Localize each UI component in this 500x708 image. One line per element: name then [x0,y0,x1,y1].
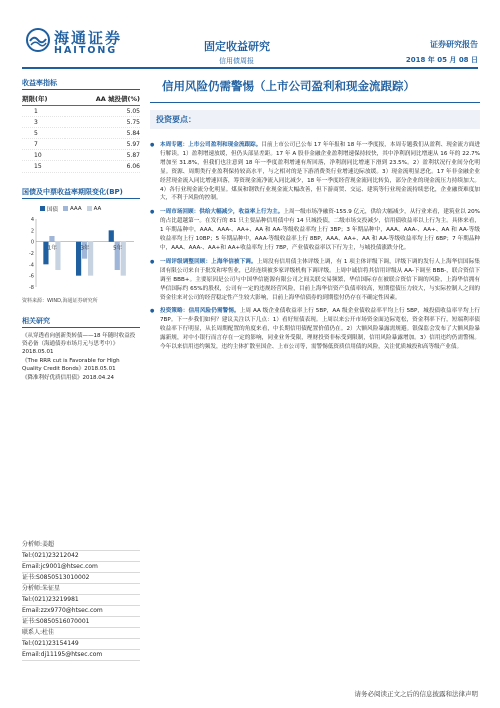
page-title: 信用风险仍需警惕（上市公司盈利和现金流跟踪） [162,79,415,93]
key-point-4 [150,307,480,352]
y-tick-label: -6 [29,273,34,280]
y-tick-label: -4 [29,261,34,268]
analyst-line[interactable]: Email:zzx9770@htsec.com [22,606,140,617]
table-cell: 5.84 [65,128,140,139]
legend-label: AA [93,205,102,212]
table-cell: 3 [22,117,65,128]
main-content [150,78,480,357]
key-point-lead: 投资策略：信用风险仍需警惕。 [160,308,240,315]
analyst-line: 证书:S0850516070001 [22,617,140,628]
analyst-line[interactable]: Email:dj11195@htsec.com [22,650,140,661]
key-point-text: 上周 AA 级企业债收益率上行 5BP，AA 级企业债收益率平均上行 5BP，城投债收益率平均上行 7BP。下一步我们如何？建议关注以下几点：1）看好短债表现。上周以来公开市场资金面边际宽松，资金利率下行，短端利率债收益率下行明显，从长周期配置的角度来看，中长期信用债配置价值仍在。2）大额风险暴露需规避。银保监会发布了大额风险暴露新规，对中小银行而言存在一定的影响，同业业务受限，理财投资非标受到限制，信用风险暴露增加。3）信用违约仍需警惕。今年以来信用违约频发，违约主体扩散至国企、上市公司等，需警惕低资质信用债的风险，关注优质城投和高等级产业债。 [160,308,480,351]
yield-table [22,93,140,173]
related-research [22,316,140,382]
key-points-box [150,110,480,129]
key-point-1 [150,141,480,203]
table-cell: 1 [22,106,65,117]
legend-swatch-2 [87,206,92,211]
yield-table-header-term: 期限(年) [22,93,65,106]
key-point-lead: 一周评级调整回顾：上海华信被下调。 [160,258,257,265]
table-cell: 7 [22,139,65,150]
haitong-logo-icon [26,28,50,52]
table-cell: 5 [22,128,65,139]
analyst-line[interactable]: Email:jc9001@htsec.com [22,562,140,573]
key-point-3 [150,258,480,303]
chart-legend [40,205,140,213]
legend-item [63,205,82,213]
page-footer: 请务必阅读正文之后的信息披露和法律声明 [354,690,478,698]
report-header [0,0,500,64]
report-subcategory: 信用债周报 [219,57,254,65]
table-cell: 10 [22,150,65,161]
legend-item [87,205,102,213]
analyst-line: 联系人:杜佳 [22,628,140,639]
yield-change-chart [22,187,140,304]
table-row [22,150,140,161]
related-list [22,332,140,382]
bar-chart [22,215,140,295]
related-title: 相关研究 [22,316,140,328]
yield-table-header-rate: AA 城投债(%) [65,93,140,106]
y-tick-label: 2 [30,227,34,234]
key-points-title: 投资要点： [156,115,196,124]
legend-swatch-1 [63,206,68,211]
analyst-line: 分析师:姜超 [22,540,140,551]
header-divider [22,67,478,69]
table-row [22,161,140,172]
legend-item [40,205,58,213]
logo-english: HAITONG [54,45,118,56]
table-cell: 5.05 [65,106,140,117]
bar [49,236,54,242]
key-point-2 [150,208,480,253]
chart-source: 资料来源：WIND,海通证券研究所 [22,297,98,304]
table-row [22,106,140,117]
legend-label: 国债 [47,206,59,213]
analyst-line: 证书:S0850513010002 [22,573,140,584]
key-point-text: 上周没有信用债主体评级上调，有 1 项主体评级下调，评级下调的发行人上海华信国际集团有限公司来自于批发和零售业，已经连续被多家评级机构下调评级。上周中诚信将其信用评级从 AA-下调至 BBB-，联合资信下调至 BBB+。主要原因是公司与中国华信能源有限公司之间关联交易频繁，华信国际存在被联合资信下调的风险，上海华信拥有华信国际约 65%的股权，公司有一定的违规经营风险，目前上海华信资产负债率较高，短期偿债压力较大，与实际控制人之间的资金往来对公司的经营稳定性产生较大影响，目前上海华信债券的到期偿付仍存在不确定性因素。 [160,258,480,301]
key-point-text: 目前上市公司已公布 17 年年报和 18 年一季度报，本周专题我们从盈利、现金流方面进行解读。1）盈利增速放缓，但仍头部显差距。17 年 A 股非金融企业盈利增速保持较快，其中净利润同比增速从 16 年的 22.7%增加至 31.8%，但我们也注意到 18 年一季度盈利增速有所回落，净利润同比增速下滑到 23.5%。2）盈利状况行业间分化明显。资源、周期类行业盈利保持较高水平，与之相对的是下游消费类行业增速边际放缓。3）现金流明显恶化。17 年非金融企业经营现金流入同比增速回落，筹资现金流净流入同比减少，18 年一季度经营现金流同比转负，部分企业的现金流压力持续加大。4）各行业现金流分化明显。煤炭和钢铁行业现金流大幅改善，但下游商贸、交运、建筑等行业现金流持续恶化，企业融资难度加大，不利于风险的控制。 [160,142,480,202]
table-cell: 5.75 [65,117,140,128]
sidebar [22,78,140,382]
legend-label: AAA [70,205,82,212]
analyst-line: 分析师:朱征星 [22,584,140,595]
related-item[interactable]: 《降准利好优质信用债》2018.04.24 [22,374,114,381]
key-point-lead: 一周市场回顾：供给大幅减少，收益率上行为主。 [160,209,284,216]
x-tick-label: 5年 [113,245,123,252]
table-cell: 5.87 [65,150,140,161]
table-row [22,128,140,139]
chart-title: 国债及中票收益率期限变化(BP) [22,187,140,199]
bar [109,230,114,241]
y-tick-label: -8 [29,284,34,291]
report-date: 2018 年 05 月 08 日 [405,56,478,64]
title-divider [150,102,480,103]
x-tick-label: 1年 [47,245,57,252]
analyst-info [22,540,140,661]
table-cell: 6.06 [65,161,140,172]
table-row [22,139,140,150]
x-tick-label: 3年 [80,245,90,252]
table-cell: 5.97 [65,139,140,150]
yield-table-title: 收益率指标 [22,78,140,90]
related-item[interactable]: 《The RRR cut is Favorable for High Quality Credit Bonds》2018.05.01 [22,357,120,373]
y-tick-label: -2 [29,250,34,257]
table-row [22,117,140,128]
key-points-body [150,141,480,352]
report-category: 固定收益研究 [204,40,270,53]
table-cell: 15 [22,161,65,172]
y-tick-label: 0 [30,239,34,246]
analyst-line: Tel:(021)23212042 [22,551,140,562]
logo-chinese: 海通证券 [54,29,123,47]
analyst-line: Tel:(021)23154149 [22,639,140,650]
related-item[interactable]: 《从穿透看向创新类转债——18 年随时收益投资必备（海通债券市场月元与思考中）》2018.05.01 [22,332,136,356]
key-point-lead: 本周专题：上市公司盈利和现金流跟踪。 [160,142,262,148]
legend-swatch-0 [40,206,45,211]
report-type: 证券研究报告 [430,40,478,49]
key-point-text: 上周一级市场净融资-155.9 亿元，供给大幅减少，从行业来看，建筑业以 20%的占比超越第一。在发行的 81 只主要品种信用债中有 14 只城投债，二级市场交投减少，信用债收益率以上行为主。具体来看，1 年期品种中，AAA、AAA-、AA+、AA 和 AA-等级收益率均上行 3BP；3 年期品种中，AAA、AAA-、AA+、AA 和 AA-等级收益率均上行 10BP；5 年期品种中，AAA-等级收益率上行 8BP，AAA、AA+、AA 和 AA-等级收益率均上行 6BP；7 年期品种中，AAA、AAA-、AA+和 AA+收益率均上行 7BP，产业债收益率以下行为主，与城投债涨跌分化。 [160,209,480,251]
y-tick-label: 4 [30,216,34,223]
haitong-logo [26,26,144,60]
analyst-line: Tel:(021)23219981 [22,595,140,606]
